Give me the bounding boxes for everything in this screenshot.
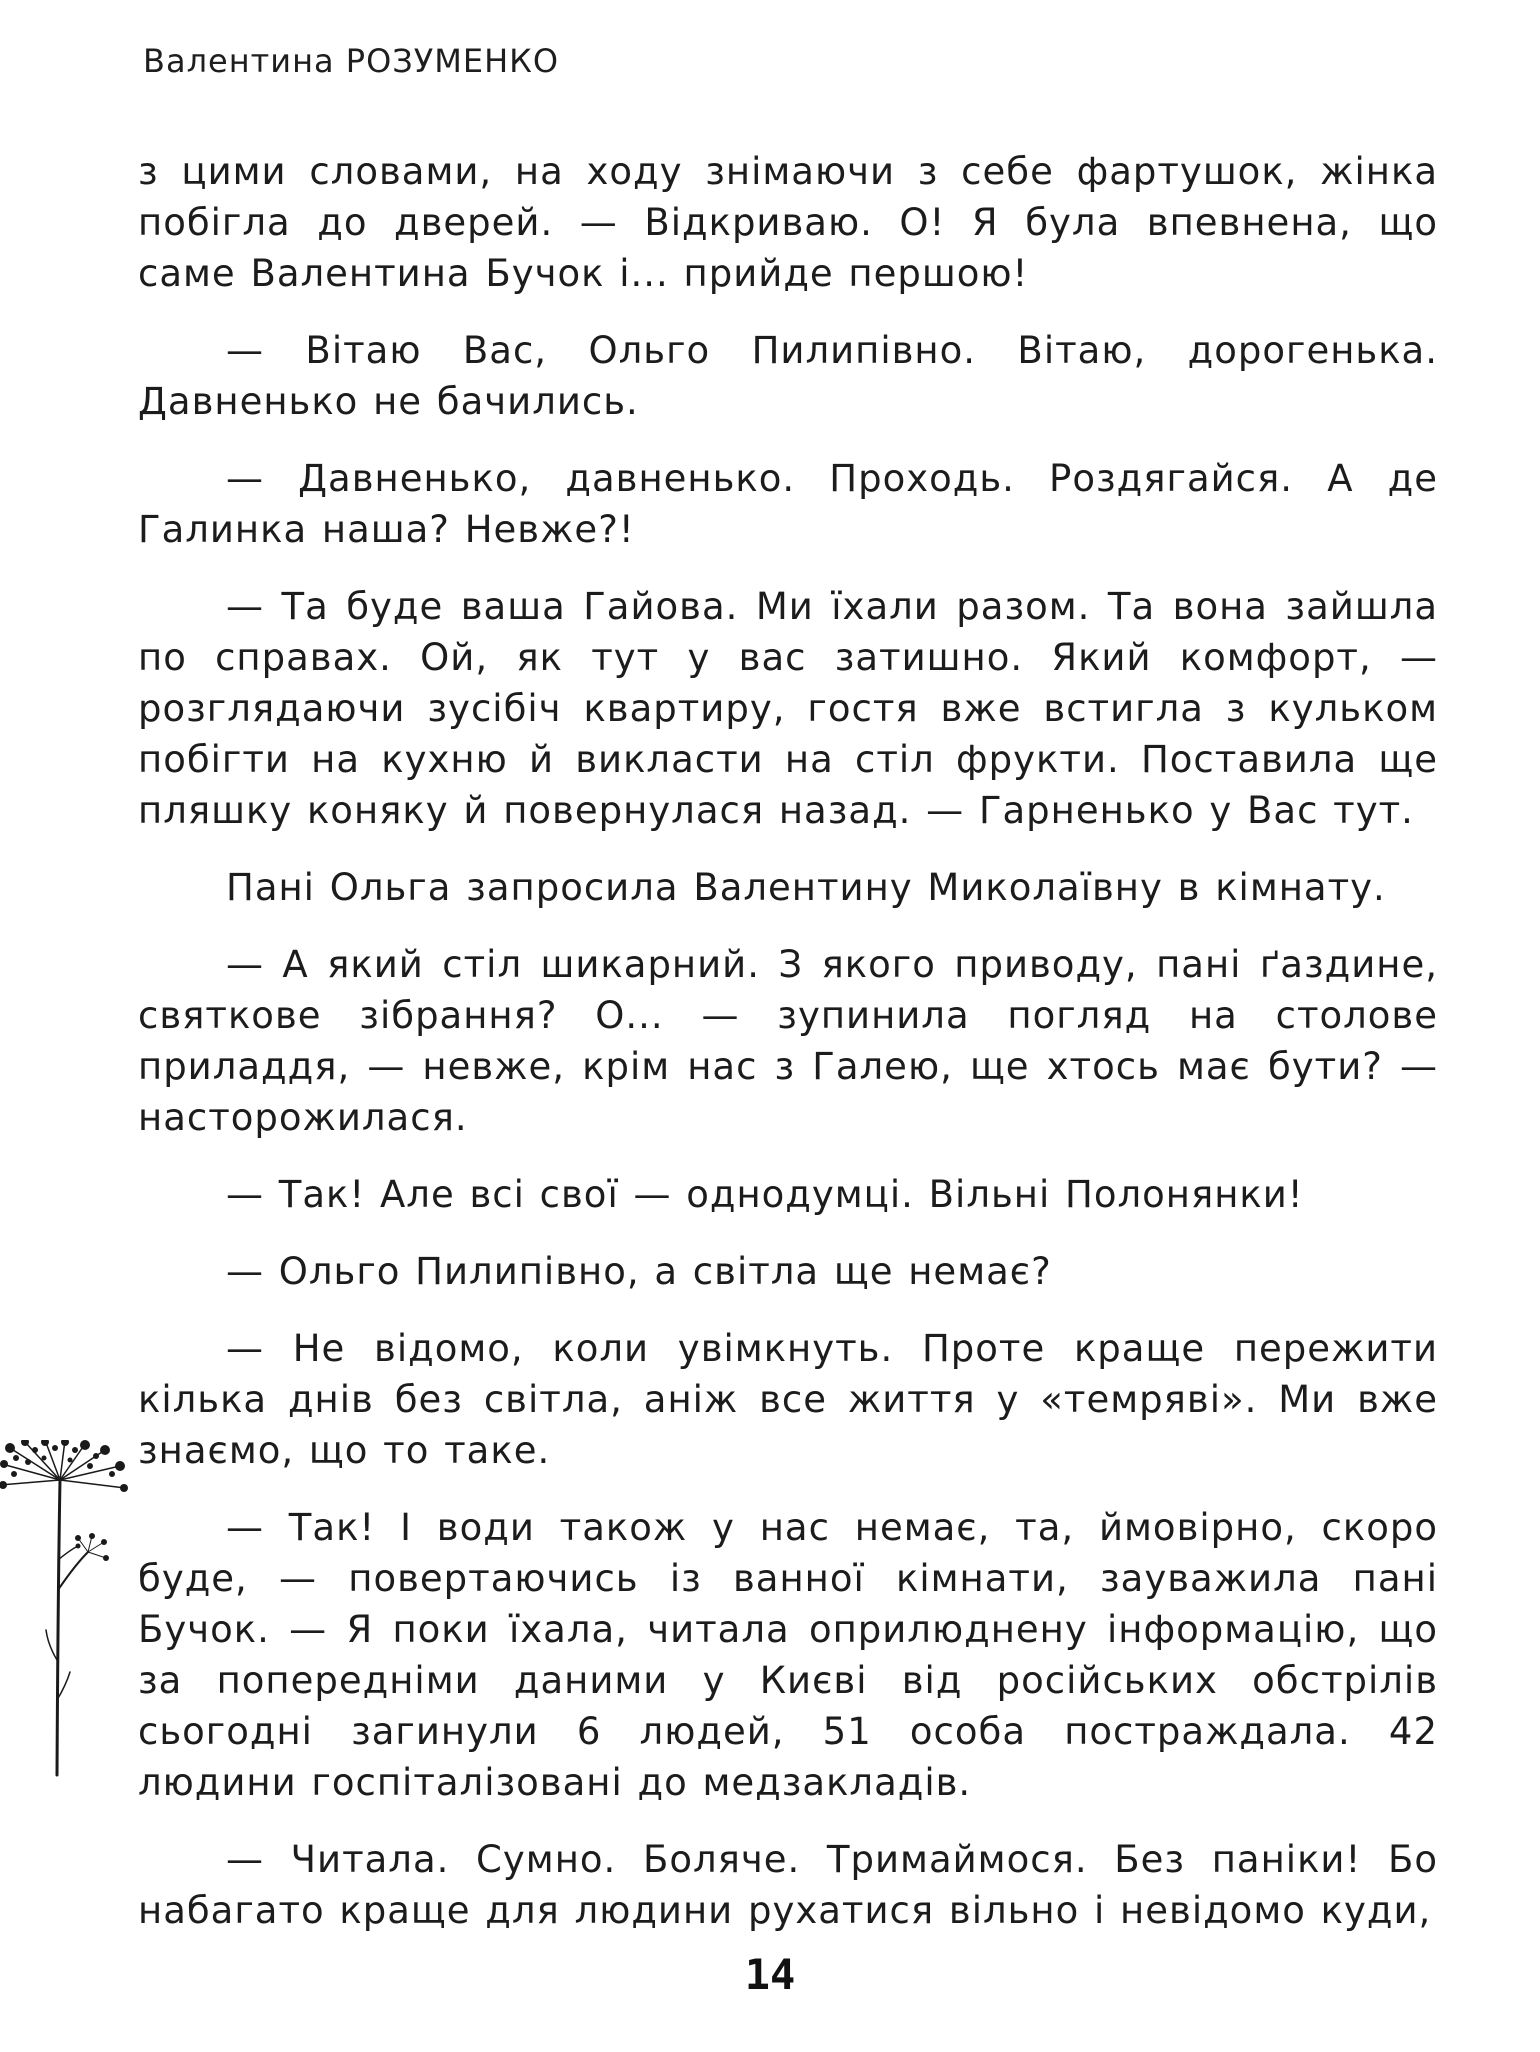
paragraph-3: — Давненько, давненько. Проходь. Роздягайся. А де Галинка наша? Невже?! — [138, 457, 1438, 551]
paragraph-7: — Так! Але всі свої — однодумці. Вільні Полонянки! — [226, 1173, 1304, 1216]
running-header-author: Валентина РОЗУМЕНКО — [143, 42, 560, 80]
paragraph-9: — Не відомо, коли увімкнуть. Проте краще пережити кілька днів без світла, аніж все життя у «темряві». Ми вже знаємо, що то таке. — [138, 1327, 1438, 1472]
umbel-plant-icon — [0, 1440, 130, 1780]
paragraph-6: — А який стіл шикарний. З якого приводу, пані ґаздине, святкове зібрання? О... — зупинила погляд на столове приладдя, — невже, крім нас з Галею, ще хтось має бути? — насторожилася. — [138, 943, 1438, 1139]
page-body-text — [138, 146, 1438, 1936]
paragraph-11: — Читала. Сумно. Боляче. Тримаймося. Без паніки! Бо набагато краще для людини рухатися вільно і невідомо куди, — [138, 1838, 1438, 1932]
paragraph-5: Пані Ольга запросила Валентину Миколаївну в кімнату. — [226, 866, 1386, 909]
paragraph-4: — Та буде ваша Гайова. Ми їхали разом. Та вона зайшла по справах. Ой, як тут у вас затишно. Який комфорт, — розглядаючи зусібіч квартиру, гостя вже встигла з кульком побігти на кухню й викласти на стіл фрукти. Поставила ще пляшку коняку й повернулася назад. — Гарненько у Вас тут. — [138, 585, 1438, 832]
paragraph-8: — Ольго Пилипівно, а світла ще немає? — [226, 1250, 1052, 1293]
paragraph-1: з цими словами, на ходу знімаючи з себе фартушок, жінка побігла до дверей. — Відкриваю. О! Я була впевнена, що саме Валентина Бучок і... прийде першою! — [138, 150, 1438, 295]
paragraph-2: — Вітаю Вас, Ольго Пилипівно. Вітаю, дорогенька. Давненько не бачились. — [138, 329, 1438, 423]
paragraph-10: — Так! І води також у нас немає, та, ймовірно, скоро буде, — повертаючись із ванної кімнати, зауважила пані Бучок. — Я поки їхала, читала оприлюднену інформацію, що за попередніми даними у Києві від російських обстрілів сьогодні загинули 6 людей, 51 особа постраждала. 42 людини госпіталізовані до медзакладів. — [138, 1506, 1438, 1804]
page-number: 14 — [744, 1950, 796, 1999]
